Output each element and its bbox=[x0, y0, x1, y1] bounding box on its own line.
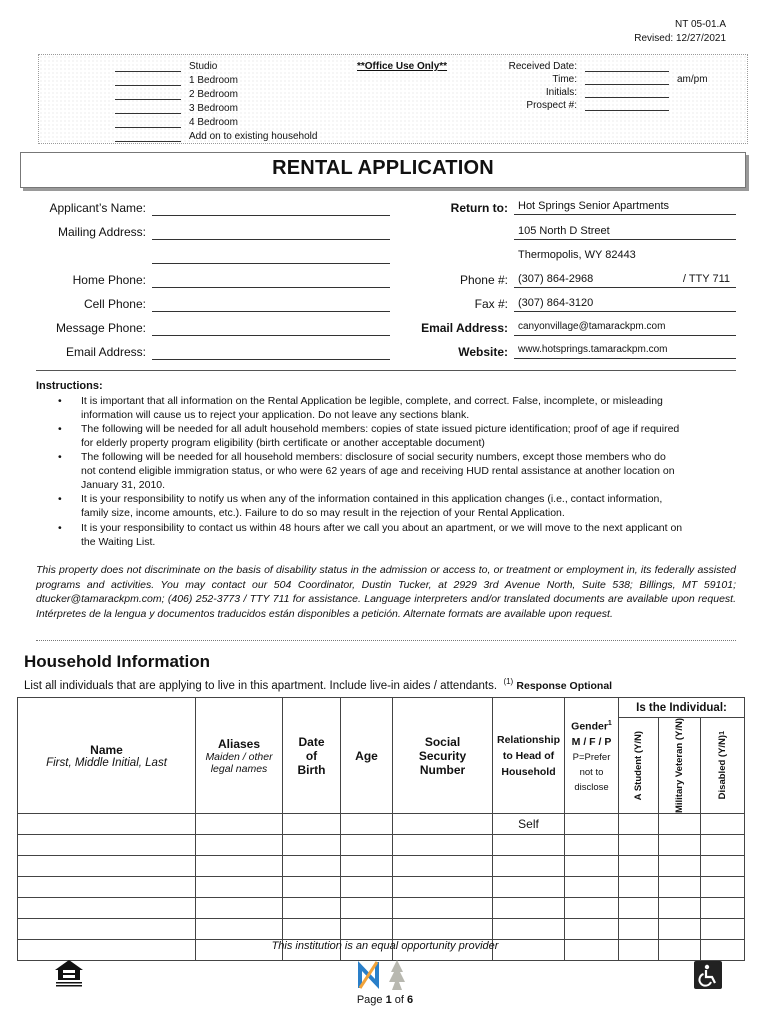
table-row bbox=[18, 898, 745, 919]
instructions-title: Instructions: bbox=[36, 380, 103, 392]
bullet: • bbox=[58, 493, 62, 505]
table-cell[interactable] bbox=[18, 898, 196, 919]
title-box bbox=[20, 152, 746, 188]
home-phone-field[interactable] bbox=[152, 275, 390, 288]
mailing-address-field-2[interactable] bbox=[152, 251, 390, 264]
table-cell[interactable] bbox=[393, 856, 493, 877]
unit-option[interactable]: 2 Bedroom bbox=[115, 87, 238, 100]
phone-label: Phone #: bbox=[459, 273, 508, 287]
instruction-item: The following will be needed for all adult household members: copies of state issued picture identification; proof of age if required for elderly property program eligibility (birth certificate or another acceptable document) bbox=[81, 423, 680, 449]
prospect-field[interactable] bbox=[585, 100, 669, 111]
return-name: Hot Springs Senior Apartments bbox=[514, 199, 736, 215]
received-date-field[interactable] bbox=[585, 61, 669, 72]
household-subtitle: List all individuals that are applying to live in this apartment. Include live-in aides / attendants. $^{(1)}$ Response Optional bbox=[24, 677, 613, 692]
page-number: Page 1 of 6 bbox=[356, 994, 414, 1006]
table-cell[interactable] bbox=[701, 898, 745, 919]
col-gender-header: Gender$^1$ M / F / P P=Prefer not to disclose bbox=[565, 698, 619, 814]
col-age-header: Age bbox=[341, 698, 393, 814]
divider bbox=[36, 370, 736, 371]
company-logo-icon bbox=[357, 958, 411, 994]
col-individual-header: Is the Individual: bbox=[619, 698, 745, 718]
initials-label: Initials: bbox=[545, 87, 577, 98]
cell-phone-label: Cell Phone: bbox=[83, 297, 146, 311]
cell-phone-field[interactable] bbox=[152, 299, 390, 312]
divider bbox=[36, 640, 736, 641]
applicant-name-field[interactable] bbox=[152, 203, 390, 216]
prospect-label: Prospect #: bbox=[526, 100, 577, 111]
received-date-label: Received Date: bbox=[508, 61, 577, 72]
col-military-header: Military Veteran (Y/N) bbox=[659, 718, 701, 814]
table-cell[interactable] bbox=[196, 835, 283, 856]
office-use-box bbox=[38, 54, 748, 144]
nondiscrimination-statement: This property does not discriminate on the basis of disability status in the admission or access to, or treatment or employment in, its federally assisted programs and activities. You may contact our 504 Coordinator, Dustin Tucker, at 2929 3rd Avenue North, Suite 538; Billings, MT 59101; dtucker@tamarackpm.com; (406) 252-3773 / TTY 711 for assistance. Language interpreters and/or translated documents are available upon request. Intérpretes de la lengua y documentos traducidos están disponibles a petición. Alternate formats are available upon request. bbox=[36, 564, 736, 620]
table-cell[interactable] bbox=[619, 877, 659, 898]
table-cell[interactable] bbox=[341, 877, 393, 898]
bullet: • bbox=[58, 522, 62, 534]
table-cell[interactable] bbox=[565, 835, 619, 856]
return-phone-number: (307) 864-2968 bbox=[518, 273, 594, 285]
household-table bbox=[17, 697, 745, 961]
table-cell[interactable] bbox=[701, 856, 745, 877]
mailing-address-field[interactable] bbox=[152, 227, 390, 240]
table-cell[interactable] bbox=[283, 877, 341, 898]
col-student-header: A Student (Y/N) bbox=[619, 718, 659, 814]
message-phone-field[interactable] bbox=[152, 323, 390, 336]
applicant-name-label: Applicant’s Name: bbox=[49, 201, 146, 215]
table-cell[interactable] bbox=[283, 814, 341, 835]
table-row bbox=[18, 919, 745, 940]
bullet: • bbox=[58, 423, 62, 435]
table-cell[interactable] bbox=[619, 856, 659, 877]
tty-number: / TTY 711 bbox=[682, 273, 730, 285]
table-cell[interactable] bbox=[565, 814, 619, 835]
form-number: NT 05-01.A bbox=[675, 19, 726, 30]
home-phone-label: Home Phone: bbox=[72, 273, 146, 287]
relationship-self: Self bbox=[493, 814, 565, 835]
return-email-label: Email Address: bbox=[421, 321, 508, 335]
table-cell[interactable] bbox=[659, 877, 701, 898]
col-name-header: Name First, Middle Initial, Last bbox=[18, 698, 196, 814]
table-cell[interactable] bbox=[18, 814, 196, 835]
table-cell[interactable] bbox=[619, 898, 659, 919]
table-cell[interactable] bbox=[619, 919, 659, 940]
message-phone-label: Message Phone: bbox=[55, 321, 146, 335]
table-cell[interactable] bbox=[18, 835, 196, 856]
mailing-address-label: Mailing Address: bbox=[57, 225, 146, 239]
equal-opportunity-statement: This institution is an equal opportunity provider bbox=[271, 940, 499, 952]
email-address-field[interactable] bbox=[152, 347, 390, 360]
col-aliases-header: Aliases Maiden / other legal names bbox=[196, 698, 283, 814]
table-cell[interactable] bbox=[18, 877, 196, 898]
table-cell[interactable] bbox=[393, 919, 493, 940]
return-fax: (307) 864-3120 bbox=[514, 296, 736, 312]
table-cell[interactable] bbox=[659, 898, 701, 919]
table-cell[interactable] bbox=[283, 856, 341, 877]
table-cell[interactable] bbox=[659, 835, 701, 856]
return-to-label: Return to: bbox=[450, 201, 508, 215]
table-cell[interactable] bbox=[565, 919, 619, 940]
table-cell[interactable] bbox=[393, 814, 493, 835]
table-row bbox=[18, 835, 745, 856]
table-cell[interactable] bbox=[565, 856, 619, 877]
return-website[interactable]: www.hotsprings.tamarackpm.com bbox=[514, 343, 736, 359]
office-use-title: **Office Use Only** bbox=[357, 61, 448, 72]
table-row bbox=[18, 856, 745, 877]
unit-option[interactable]: 1 Bedroom bbox=[115, 73, 238, 86]
table-cell[interactable] bbox=[565, 877, 619, 898]
table-cell[interactable] bbox=[565, 898, 619, 919]
table-cell[interactable] bbox=[393, 877, 493, 898]
table-cell[interactable] bbox=[18, 856, 196, 877]
table-cell[interactable] bbox=[393, 835, 493, 856]
table-cell[interactable] bbox=[493, 898, 565, 919]
instruction-item: It is important that all information on the Rental Application be legible, complete, and correct. False, incomplete, or misleading information will cause us to reject your application. Do not leave any sections blank. bbox=[81, 395, 663, 421]
unit-option[interactable]: Add on to existing household bbox=[115, 129, 317, 142]
unit-option[interactable]: 4 Bedroom bbox=[115, 115, 238, 128]
form-number-block bbox=[634, 18, 726, 46]
table-cell[interactable] bbox=[196, 856, 283, 877]
table-cell[interactable] bbox=[659, 814, 701, 835]
col-dob-header: Date of Birth bbox=[283, 698, 341, 814]
unit-option[interactable]: 3 Bedroom bbox=[115, 101, 238, 114]
table-cell[interactable] bbox=[701, 919, 745, 940]
time-field[interactable] bbox=[585, 74, 669, 85]
table-cell[interactable] bbox=[196, 814, 283, 835]
unit-option[interactable]: Studio bbox=[115, 59, 217, 72]
table-cell[interactable] bbox=[493, 856, 565, 877]
page-title: RENTAL APPLICATION bbox=[272, 157, 494, 179]
revised-date: Revised: 12/27/2021 bbox=[634, 33, 726, 44]
table-cell[interactable] bbox=[493, 919, 565, 940]
time-label: Time: bbox=[552, 74, 577, 85]
table-cell[interactable] bbox=[283, 835, 341, 856]
table-cell[interactable] bbox=[341, 919, 393, 940]
table-cell[interactable] bbox=[701, 835, 745, 856]
table-cell[interactable] bbox=[196, 919, 283, 940]
table-cell[interactable] bbox=[701, 814, 745, 835]
equal-housing-icon bbox=[52, 958, 86, 988]
col-disabled-header: Disabled (Y/N)1 bbox=[701, 718, 745, 814]
table-cell[interactable] bbox=[283, 919, 341, 940]
table-cell[interactable] bbox=[341, 835, 393, 856]
table-cell[interactable] bbox=[493, 835, 565, 856]
table-row bbox=[18, 877, 745, 898]
table-cell[interactable] bbox=[701, 877, 745, 898]
return-street: 105 North D Street bbox=[514, 224, 736, 240]
table-cell[interactable] bbox=[619, 814, 659, 835]
table-cell[interactable] bbox=[659, 856, 701, 877]
household-title: Household Information bbox=[24, 652, 211, 671]
email-address-label: Email Address: bbox=[65, 345, 146, 359]
accessibility-icon bbox=[694, 961, 722, 989]
table-cell[interactable] bbox=[659, 919, 701, 940]
bullet: • bbox=[58, 451, 62, 463]
bullet: • bbox=[58, 395, 62, 407]
col-relationship-header: Relationship to Head of Household bbox=[493, 698, 565, 814]
return-phone bbox=[514, 272, 736, 288]
table-cell[interactable] bbox=[619, 835, 659, 856]
table-row bbox=[18, 814, 745, 835]
instruction-item: It is your responsibility to contact us within 48 hours after we call you about an apartment, or we will move to the next applicant on the Waiting List. bbox=[81, 522, 683, 548]
table-cell[interactable] bbox=[341, 856, 393, 877]
table-cell[interactable] bbox=[18, 919, 196, 940]
table-cell[interactable] bbox=[341, 814, 393, 835]
table-cell[interactable] bbox=[196, 877, 283, 898]
instruction-item: It is your responsibility to notify us when any of the information contained in this application changes (i.e., contact information, family size, income amounts, etc.). Failure to do so may result in the rejection of your Rental Application. bbox=[81, 493, 663, 519]
ampm-label: am/pm bbox=[677, 74, 708, 85]
return-email[interactable]: canyonvillage@tamarackpm.com bbox=[514, 320, 736, 336]
initials-field[interactable] bbox=[585, 87, 669, 98]
table-cell[interactable] bbox=[196, 898, 283, 919]
fax-label: Fax #: bbox=[474, 297, 508, 311]
website-label: Website: bbox=[458, 345, 508, 359]
instruction-item: The following will be needed for all household members: disclosure of social security numbers, except those members who do not contend eligible immigration status, or who were 62 years of age and receiving HUD rental assistance at another location on January 31, 2010. bbox=[81, 451, 675, 491]
return-city: Thermopolis, WY 82443 bbox=[518, 249, 636, 261]
table-cell[interactable] bbox=[341, 898, 393, 919]
table-cell[interactable] bbox=[393, 898, 493, 919]
table-cell[interactable] bbox=[493, 877, 565, 898]
col-ssn-header: Social Security Number bbox=[393, 698, 493, 814]
table-cell[interactable] bbox=[283, 898, 341, 919]
